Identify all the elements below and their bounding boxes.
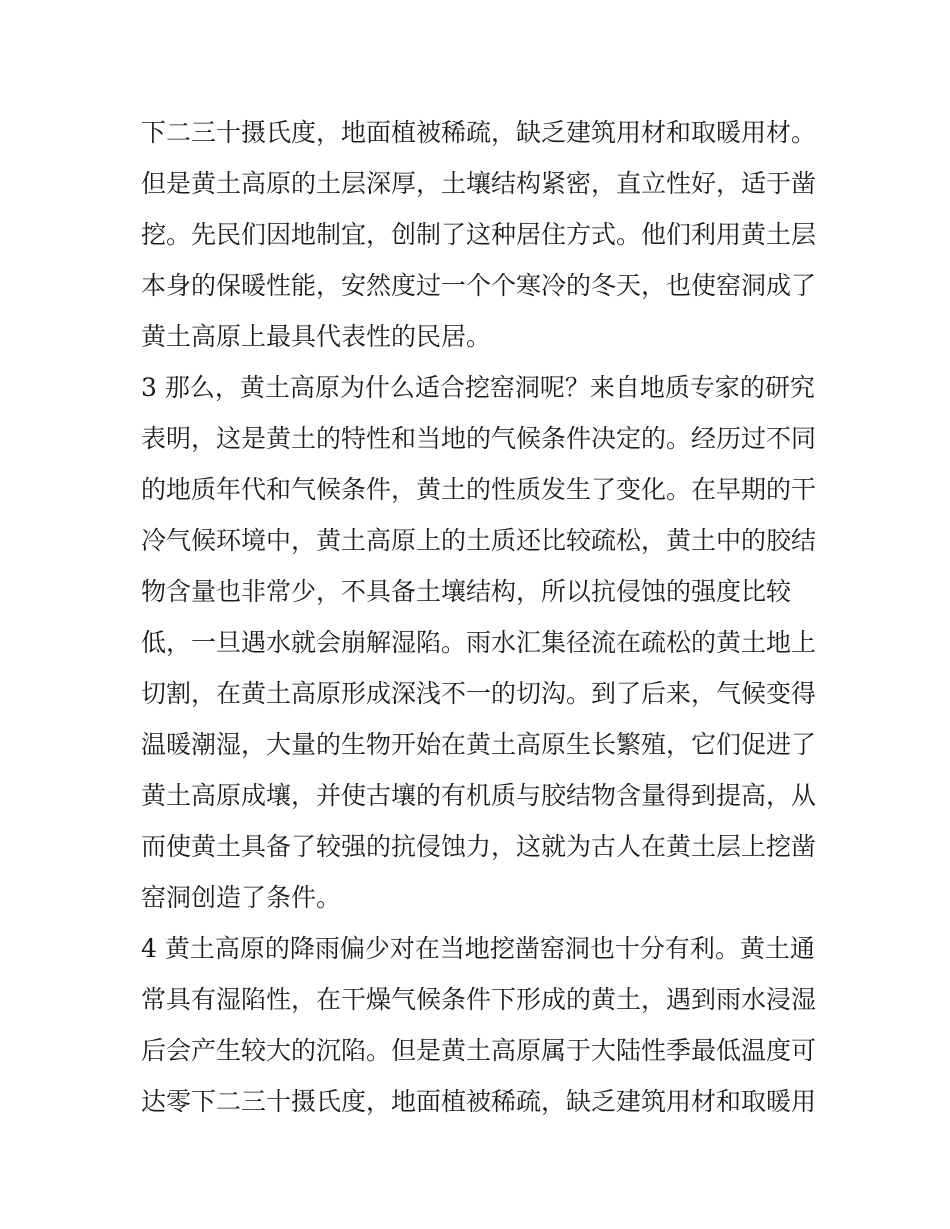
text-line: 黄土高原成壤，并使古壤的有机质与胶结物含量得到提高，从 [141,781,817,810]
text-line: 低，一旦遇水就会崩解湿陷。雨水汇集径流在疏松的黄土地上 [141,628,817,657]
text-line: 的地质年代和气候条件，黄土的性质发生了变化。在早期的干 [141,475,817,504]
text-line: 黄土高原上最具代表性的民居。 [141,322,492,351]
text-line: 物含量也非常少，不具备土壤结构，所以抗侵蚀的强度比较 [141,577,792,606]
text-line: 后会产生较大的沉陷。但是黄土高原属于大陆性季最低温度可 [141,1036,817,1065]
text-line: 表明，这是黄土的特性和当地的气候条件决定的。经历过不同 [141,424,817,453]
text-line: 窑洞创造了条件。 [141,883,342,912]
text-line: 3 那么，黄土高原为什么适合挖窑洞呢？来自地质专家的研究 [141,373,815,402]
text-line: 而使黄土具备了较强的抗侵蚀力，这就为古人在黄土层上挖凿 [141,832,817,861]
text-line: 本身的保暖性能，安然度过一个个寒冷的冬天，也使窑洞成了 [141,271,817,300]
text-line: 下二三十摄氏度，地面植被稀疏，缺乏建筑用材和取暖用材。 [141,118,817,147]
body-text [141,107,821,1127]
text-line: 常具有湿陷性，在干燥气候条件下形成的黄土，遇到雨水浸湿 [141,985,817,1014]
text-line: 切割，在黄土高原形成深浅不一的切沟。到了后来，气候变得 [141,679,817,708]
text-line: 达零下二三十摄氏度，地面植被稀疏，缺乏建筑用材和取暖用 [141,1087,817,1116]
text-line: 但是黄土高原的土层深厚，土壤结构紧密，直立性好，适于凿 [141,169,817,198]
text-line: 温暖潮湿，大量的生物开始在黄土高原生长繁殖，它们促进了 [141,730,817,759]
text-line: 挖。先民们因地制宜，创制了这种居住方式。他们利用黄土层 [141,220,817,249]
text-line: 4 黄土高原的降雨偏少对在当地挖凿窑洞也十分有利。黄土通 [141,934,815,963]
text-line: 冷气候环境中，黄土高原上的土质还比较疏松，黄土中的胶结 [141,526,817,555]
